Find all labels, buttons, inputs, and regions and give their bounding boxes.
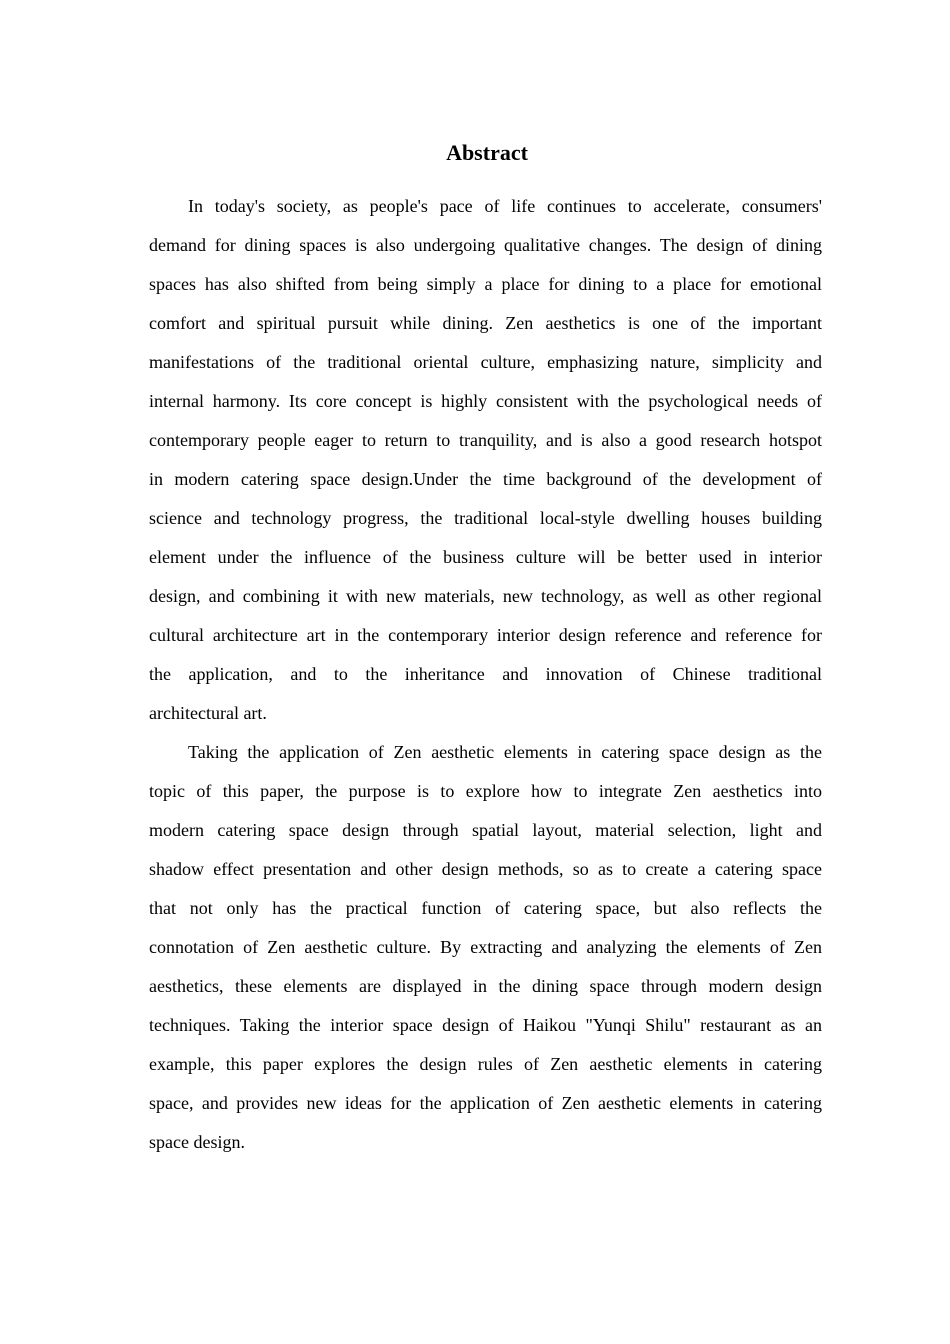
paragraph-line: architectural art. — [149, 703, 267, 723]
paragraph-line: internal harmony. Its core concept is highly consistent with the psychological needs of — [149, 391, 822, 411]
paragraph-line: contemporary people eager to return to tranquility, and is also a good research hotspot — [149, 430, 822, 450]
page-title: Abstract — [446, 140, 528, 165]
paragraph-line: element under the influence of the business culture will be better used in interior — [149, 547, 822, 567]
paragraph-line: shadow effect presentation and other design methods, so as to create a catering space — [149, 859, 822, 879]
paragraph-line: demand for dining spaces is also undergoing qualitative changes. The design of dining — [149, 235, 822, 255]
paragraph-line: in modern catering space design.Under the time background of the development of — [149, 469, 822, 489]
paragraph-line: connotation of Zen aesthetic culture. By extracting and analyzing the elements of Zen — [149, 937, 822, 957]
paragraph-line: science and technology progress, the traditional local-style dwelling houses building — [149, 508, 822, 528]
abstract-body — [149, 193, 822, 1168]
paragraph-line: aesthetics, these elements are displayed in the dining space through modern design — [149, 976, 822, 996]
paragraph-line: the application, and to the inheritance and innovation of Chinese traditional — [149, 664, 822, 684]
paragraph-line: cultural architecture art in the contemporary interior design reference and reference for — [149, 625, 822, 645]
paragraph-line: topic of this paper, the purpose is to explore how to integrate Zen aesthetics into — [149, 781, 822, 801]
paragraph-line: Taking the application of Zen aesthetic elements in catering space design as the — [188, 742, 822, 762]
paragraph-line: example, this paper explores the design rules of Zen aesthetic elements in catering — [149, 1054, 822, 1074]
paragraph-line: In today's society, as people's pace of life continues to accelerate, consumers' — [188, 196, 822, 216]
paragraph-line: design, and combining it with new materials, new technology, as well as other regional — [149, 586, 822, 606]
paragraph-line: techniques. Taking the interior space design of Haikou "Yunqi Shilu" restaurant as an — [149, 1015, 822, 1035]
paragraph-line: spaces has also shifted from being simply a place for dining to a place for emotional — [149, 274, 822, 294]
paragraph-line: space, and provides new ideas for the application of Zen aesthetic elements in catering — [149, 1093, 822, 1113]
paragraph-line: space design. — [149, 1132, 245, 1152]
paragraph-line: modern catering space design through spatial layout, material selection, light and — [149, 820, 822, 840]
paragraph-line: that not only has the practical function of catering space, but also reflects the — [149, 898, 822, 918]
paragraph-line: manifestations of the traditional oriental culture, emphasizing nature, simplicity and — [149, 352, 822, 372]
paragraph-line: comfort and spiritual pursuit while dining. Zen aesthetics is one of the important — [149, 313, 822, 333]
